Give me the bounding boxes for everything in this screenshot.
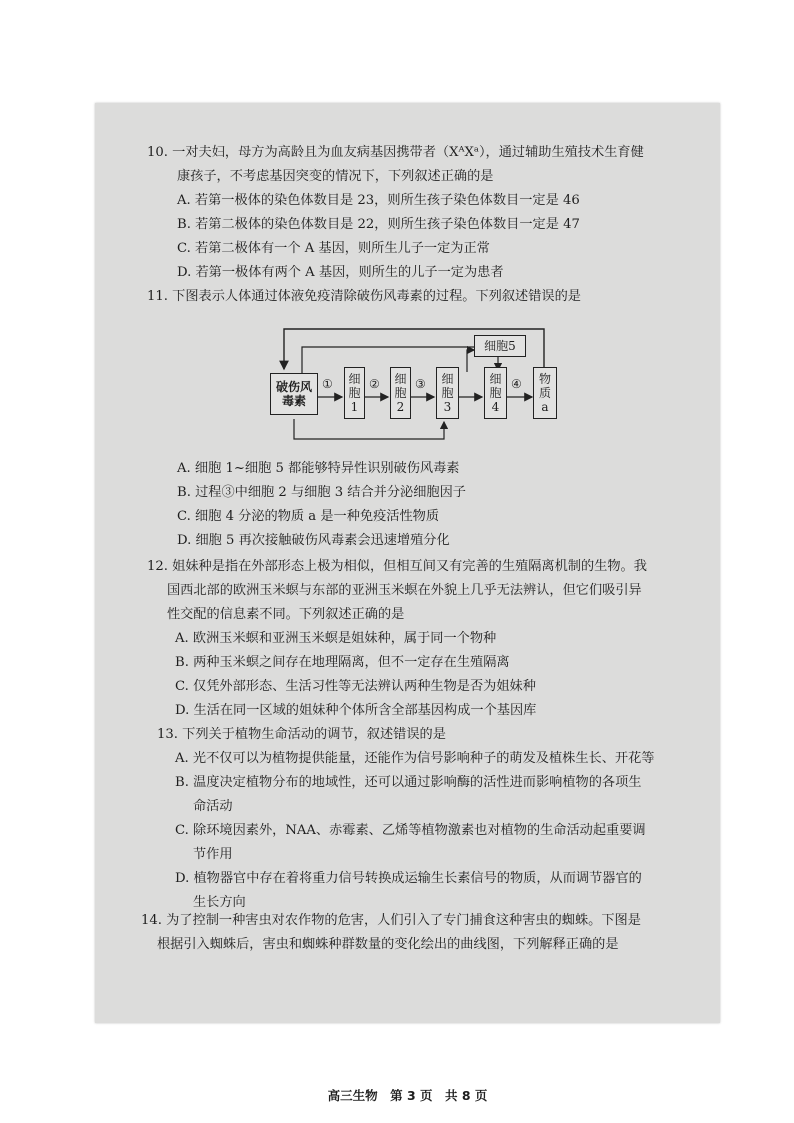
question-13: [147, 723, 654, 915]
question-11: [147, 285, 581, 309]
step-3-label: ③: [415, 377, 426, 391]
exam-page: [95, 103, 720, 1103]
question-12-stem-line-3: 性交配的信息素不同。下列叙述正确的是: [167, 607, 405, 622]
question-13-option-b-line-1: B. 温度决定植物分布的地域性，还可以通过影响酶的活性进而影响植物的各项生: [175, 775, 642, 790]
question-12: [147, 555, 647, 723]
step-1-label: ①: [322, 377, 333, 391]
question-10-option-a: A. 若第一极体的染色体数目是 23，则所生孩子染色体数目一定是 46: [177, 193, 580, 208]
question-11-option-d: D. 细胞 5 再次接触破伤风毒素会迅速增殖分化: [177, 533, 450, 548]
substance-a-box: [533, 367, 557, 419]
question-12-option-b: B. 两种玉米螟之间存在地理隔离，但不一定存在生殖隔离: [175, 655, 510, 670]
question-13-option-c-line-2: 节作用: [193, 847, 233, 862]
question-11-options: [177, 457, 466, 553]
cell-5-label: 细胞5: [484, 339, 516, 353]
immune-process-diagram: [262, 327, 562, 447]
cell-3-label: 细胞3: [441, 372, 454, 414]
question-10-option-c: C. 若第二极体有一个 A 基因，则所生儿子一定为正常: [177, 241, 490, 256]
question-11-option-c: C. 细胞 4 分泌的物质 a 是一种免疫活性物质: [177, 509, 440, 524]
cell-2-label: 细胞2: [394, 372, 407, 414]
cell-5-box: [474, 335, 526, 357]
question-13-option-b-line-2: 命活动: [193, 799, 233, 814]
question-11-stem: 11. 下图表示人体通过体液免疫清除破伤风毒素的过程。下列叙述错误的是: [147, 289, 581, 304]
question-11-option-b: B. 过程③中细胞 2 与细胞 3 结合并分泌细胞因子: [177, 485, 466, 500]
cell-1-label: 细胞1: [348, 372, 361, 414]
question-11-option-a: A. 细胞 1~细胞 5 都能够特异性识别破伤风毒素: [177, 461, 460, 476]
step-2-label: ②: [369, 377, 380, 391]
question-12-option-d: D. 生活在同一区域的姐妹种个体所含全部基因构成一个基因库: [175, 703, 537, 718]
question-10-option-b: B. 若第二极体的染色体数目是 22，则所生孩子染色体数目一定是 47: [177, 217, 580, 232]
question-14-stem-line-1: 14. 为了控制一种害虫对农作物的危害，人们引入了专门捕食这种害虫的蜘蛛。下图是: [141, 913, 641, 928]
question-10: [147, 141, 644, 285]
question-13-option-d-line-1: D. 植物器官中存在着将重力信号转换成运输生长素信号的物质，从而调节器官的: [175, 871, 642, 886]
substance-a-label: 物质a: [539, 372, 552, 414]
question-10-stem-line-1: 10. 一对夫妇，母方为高龄且为血友病基因携带者（XᴬXᵃ），通过辅助生殖技术生育健: [147, 145, 644, 160]
question-13-stem: 13. 下列关于植物生命活动的调节，叙述错误的是: [157, 727, 446, 742]
step-4-label: ④: [511, 377, 522, 391]
question-12-option-c: C. 仅凭外部形态、生活习性等无法辨认两种生物是否为姐妹种: [175, 679, 536, 694]
cell-3-box: [436, 367, 459, 419]
cell-2-box: [390, 367, 411, 419]
question-14: [141, 909, 641, 957]
question-12-option-a: A. 欧洲玉米螟和亚洲玉米螟是姐妹种，属于同一个物种: [175, 631, 497, 646]
question-10-option-d: D. 若第一极体有两个 A 基因，则所生的儿子一定为患者: [177, 265, 504, 280]
question-13-option-a: A. 光不仅可以为植物提供能量，还能作为信号影响种子的萌发及植株生长、开花等: [175, 751, 655, 766]
cell-1-box: [344, 367, 365, 419]
question-13-option-d-line-2: 生长方向: [193, 895, 246, 910]
cell-4-label: 细胞4: [489, 372, 502, 414]
question-12-stem-line-2: 国西北部的欧洲玉米螟与东部的亚洲玉米螟在外貌上几乎无法辨认，但它们吸引异: [167, 583, 642, 598]
page-footer: 高三生物 第 3 页 共 8 页: [327, 1088, 488, 1103]
cell-4-box: [484, 367, 507, 419]
question-10-stem-line-2: 康孩子，不考虑基因突变的情况下，下列叙述正确的是: [177, 169, 494, 184]
question-13-option-c-line-1: C. 除环境因素外，NAA、赤霉素、乙烯等植物激素也对植物的生命活动起重要调: [175, 823, 646, 838]
question-12-stem-line-1: 12. 姐妹种是指在外部形态上极为相似，但相互间又有完善的生殖隔离机制的生物。我: [147, 559, 647, 574]
toxin-box: [270, 373, 318, 415]
question-14-stem-line-2: 根据引入蜘蛛后，害虫和蜘蛛种群数量的变化绘出的曲线图，下列解释正确的是: [157, 937, 619, 952]
toxin-label: 破伤风毒素: [276, 380, 313, 408]
